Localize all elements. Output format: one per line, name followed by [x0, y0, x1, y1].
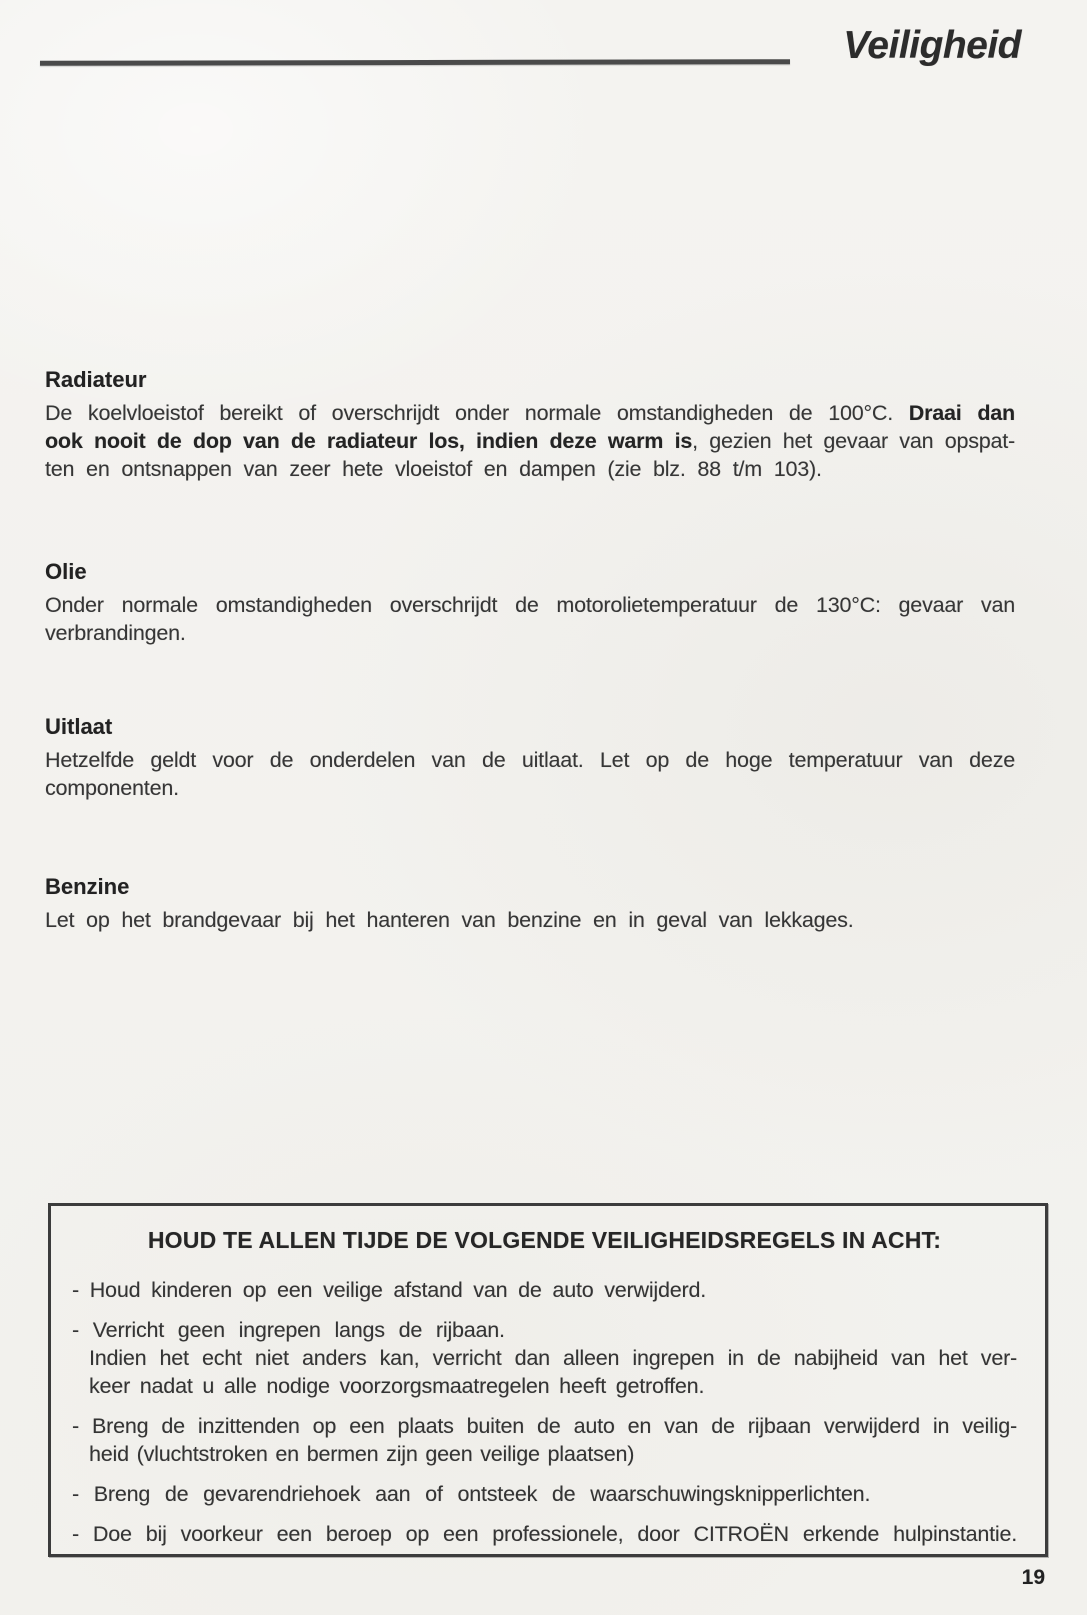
benzine-section — [45, 873, 1015, 934]
page-title: Veiligheid — [843, 24, 1021, 67]
text-line: - Verricht geen ingrepen langs de rijbaan. — [72, 1318, 505, 1342]
radiateur-warning-bold: ook nooit de dop van de radiateur los, indien deze warm is — [45, 429, 693, 453]
text-line: componenten. — [45, 776, 179, 800]
radiateur-section — [45, 366, 1015, 483]
radiateur-text-normal: , gezien het gevaar van opspat- — [692, 429, 1016, 453]
benzine-heading: Benzine — [45, 874, 130, 899]
radiateur-text-normal: De koelvloeistof bereikt of overschrijdt onder normale omstandigheden de 100°C. — [45, 401, 909, 425]
safety-rule-children — [72, 1276, 1017, 1304]
header-rule — [40, 59, 790, 66]
safety-box-title: HOUD TE ALLEN TIJDE DE VOLGENDE VEILIGHEIDSREGELS IN ACHT: — [147, 1227, 942, 1253]
safety-rule-warning-triangle — [72, 1480, 1017, 1508]
benzine-paragraph — [45, 906, 1015, 934]
radiateur-paragraph — [45, 399, 1015, 483]
safety-rule-professional-help — [72, 1520, 1017, 1548]
text-line: heid (vluchtstroken en bermen zijn geen veilige plaatsen) — [89, 1442, 635, 1466]
page-number: 19 — [1021, 1566, 1045, 1589]
text-line: Indien het echt niet anders kan, verricht dan alleen ingrepen in de nabijheid van het ver- — [89, 1346, 1017, 1370]
safety-rule-roadside — [72, 1316, 1017, 1400]
safety-rules-list — [72, 1276, 1017, 1548]
text-line: - Breng de gevarendriehoek aan of ontsteek de waarschuwingsknipperlichten. — [72, 1482, 871, 1506]
text-line: Onder normale omstandigheden overschrijdt de motorolietemperatuur de 130°C: gevaar van — [45, 593, 1015, 617]
olie-section — [45, 558, 1015, 647]
radiateur-warning-bold: Draai dan — [908, 401, 1015, 425]
text-line: verbrandingen. — [45, 621, 186, 645]
safety-rule-passengers — [72, 1412, 1017, 1468]
text-line: - Doe bij voorkeur een beroep op een professionele, door CITROËN erkende hulpinstantie. — [72, 1522, 1017, 1546]
uitlaat-paragraph — [45, 746, 1015, 802]
text-line: - Houd kinderen op een veilige afstand van de auto verwijderd. — [72, 1278, 707, 1302]
text-line: Let op het brandgevaar bij het hanteren van benzine en in geval van lekkages. — [45, 908, 854, 932]
olie-paragraph — [45, 591, 1015, 647]
safety-rules-box — [48, 1203, 1048, 1557]
text-line: keer nadat u alle nodige voorzorgsmaatregelen heeft getroffen. — [89, 1374, 705, 1398]
uitlaat-section — [45, 713, 1015, 802]
text-line — [45, 399, 1015, 427]
radiateur-heading: Radiateur — [45, 367, 147, 392]
text-line: - Breng de inzittenden op een plaats buiten de auto en van de rijbaan verwijderd in veilig- — [72, 1414, 1017, 1438]
uitlaat-heading: Uitlaat — [45, 714, 113, 739]
text-line — [45, 427, 1015, 455]
text-line: ten en ontsnappen van zeer hete vloeistof en dampen (zie blz. 88 t/m 103). — [45, 457, 822, 481]
text-line: Hetzelfde geldt voor de onderdelen van de uitlaat. Let op de hoge temperatuur van deze — [45, 748, 1015, 772]
olie-heading: Olie — [45, 559, 87, 584]
